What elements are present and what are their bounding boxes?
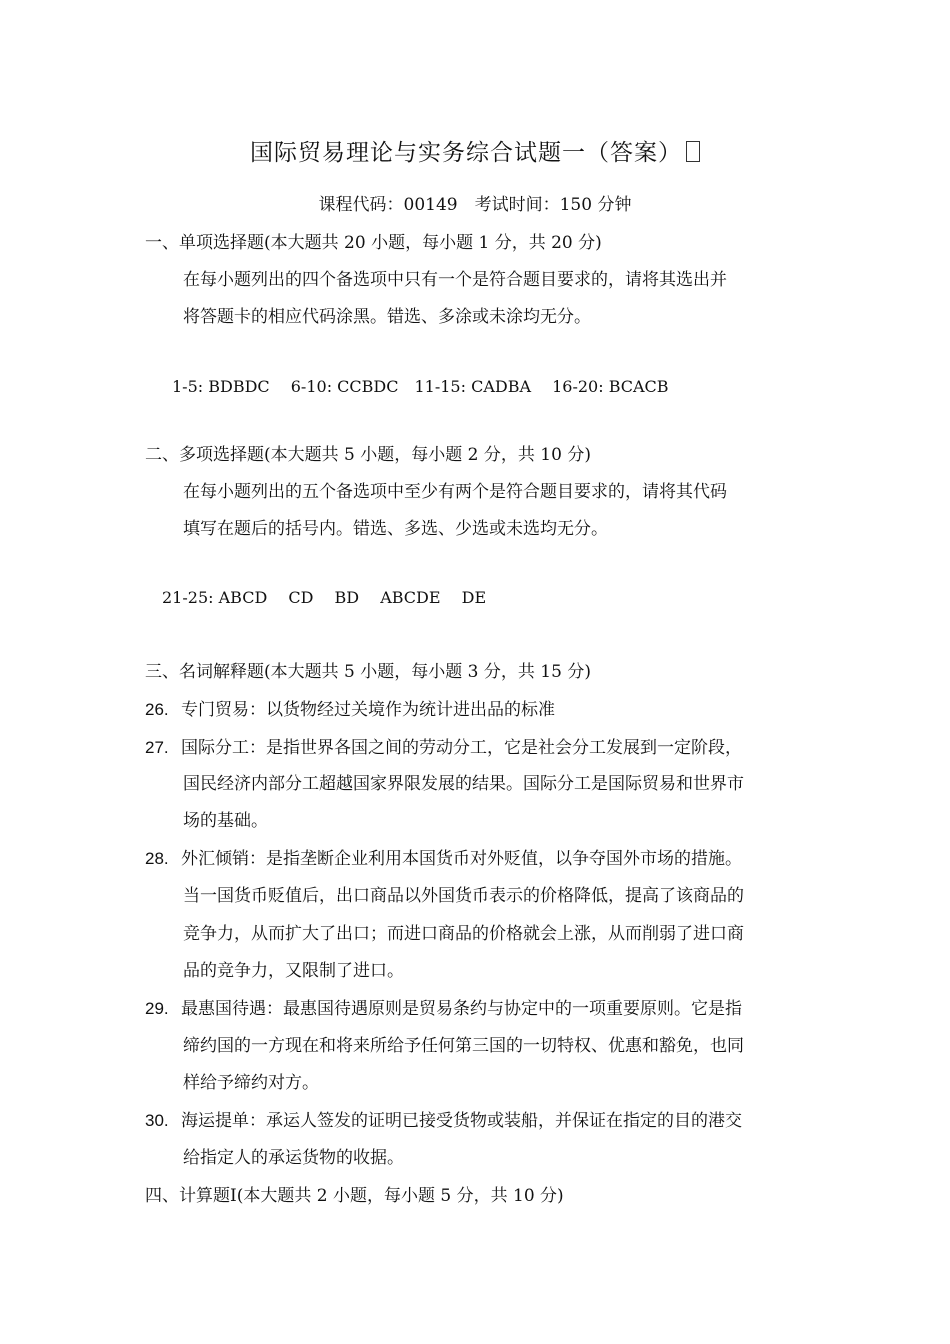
section-1-heading: 一、单项选择题(本大题共 20 小题，每小题 1 分，共 20 分) [145,233,602,253]
section-1-instructions-line-2: 将答题卡的相应代码涂黑。错选、多涂或未涂均无分。 [183,307,591,327]
section-2-heading: 二、多项选择题(本大题共 5 小题，每小题 2 分，共 10 分) [145,445,591,465]
item-number: 26. [145,700,169,719]
item-number: 30. [145,1111,169,1130]
item-line: 品的竞争力，又限制了进口。 [183,961,404,981]
section-1-answers: 1-5: BDBDC 6-10: CCBDC 11-15: CADBA 16-20: BCACB [172,377,669,396]
item-line: 专门贸易：以货物经过关境作为统计进出品的标准 [181,700,555,720]
title-text: 国际贸易理论与实务综合试题一（答案） [250,140,682,166]
document-title [0,137,950,169]
item-number: 27. [145,738,169,757]
item-line: 国际分工：是指世界各国之间的劳动分工，它是社会分工发展到一定阶段， [181,738,742,758]
item-number: 28. [145,849,169,868]
section-2-answers: 21-25: ABCD CD BD ABCDE DE [162,588,487,607]
course-info: 课程代码：00149 考试时间：150 分钟 [318,195,632,215]
section-1-instructions-line-1: 在每小题列出的四个备选项中只有一个是符合题目要求的，请将其选出并 [183,270,727,290]
item-line: 场的基础。 [183,811,268,831]
item-line: 国民经济内部分工超越国家界限发展的结果。国际分工是国际贸易和世界市 [183,774,744,794]
section-3-heading: 三、名词解释题(本大题共 5 小题，每小题 3 分，共 15 分) [145,662,591,682]
item-line: 外汇倾销：是指垄断企业利用本国货币对外贬值，以争夺国外市场的措施。 [181,849,742,869]
title-placeholder-glyph [686,141,700,162]
item-line: 最惠国待遇：最惠国待遇原则是贸易条约与协定中的一项重要原则。它是指 [181,999,742,1019]
section-2-instructions-line-2: 填写在题后的括号内。错选、多选、少选或未选均无分。 [183,519,608,539]
item-line: 缔约国的一方现在和将来所给予任何第三国的一切特权、优惠和豁免，也同 [183,1036,744,1056]
item-number: 29. [145,999,169,1018]
section-2-instructions-line-1: 在每小题列出的五个备选项中至少有两个是符合题目要求的，请将其代码 [183,482,727,502]
section-4-heading: 四、计算题Ⅰ(本大题共 2 小题，每小题 5 分，共 10 分) [145,1186,564,1206]
item-line: 给指定人的承运货物的收据。 [183,1148,404,1168]
item-line: 当一国货币贬值后，出口商品以外国货币表示的价格降低，提高了该商品的 [183,886,744,906]
item-line: 海运提单：承运人签发的证明已接受货物或装船，并保证在指定的目的港交 [181,1111,742,1131]
item-line: 样给予缔约对方。 [183,1073,319,1093]
item-line: 竞争力，从而扩大了出口；而进口商品的价格就会上涨，从而削弱了进口商 [183,924,744,944]
